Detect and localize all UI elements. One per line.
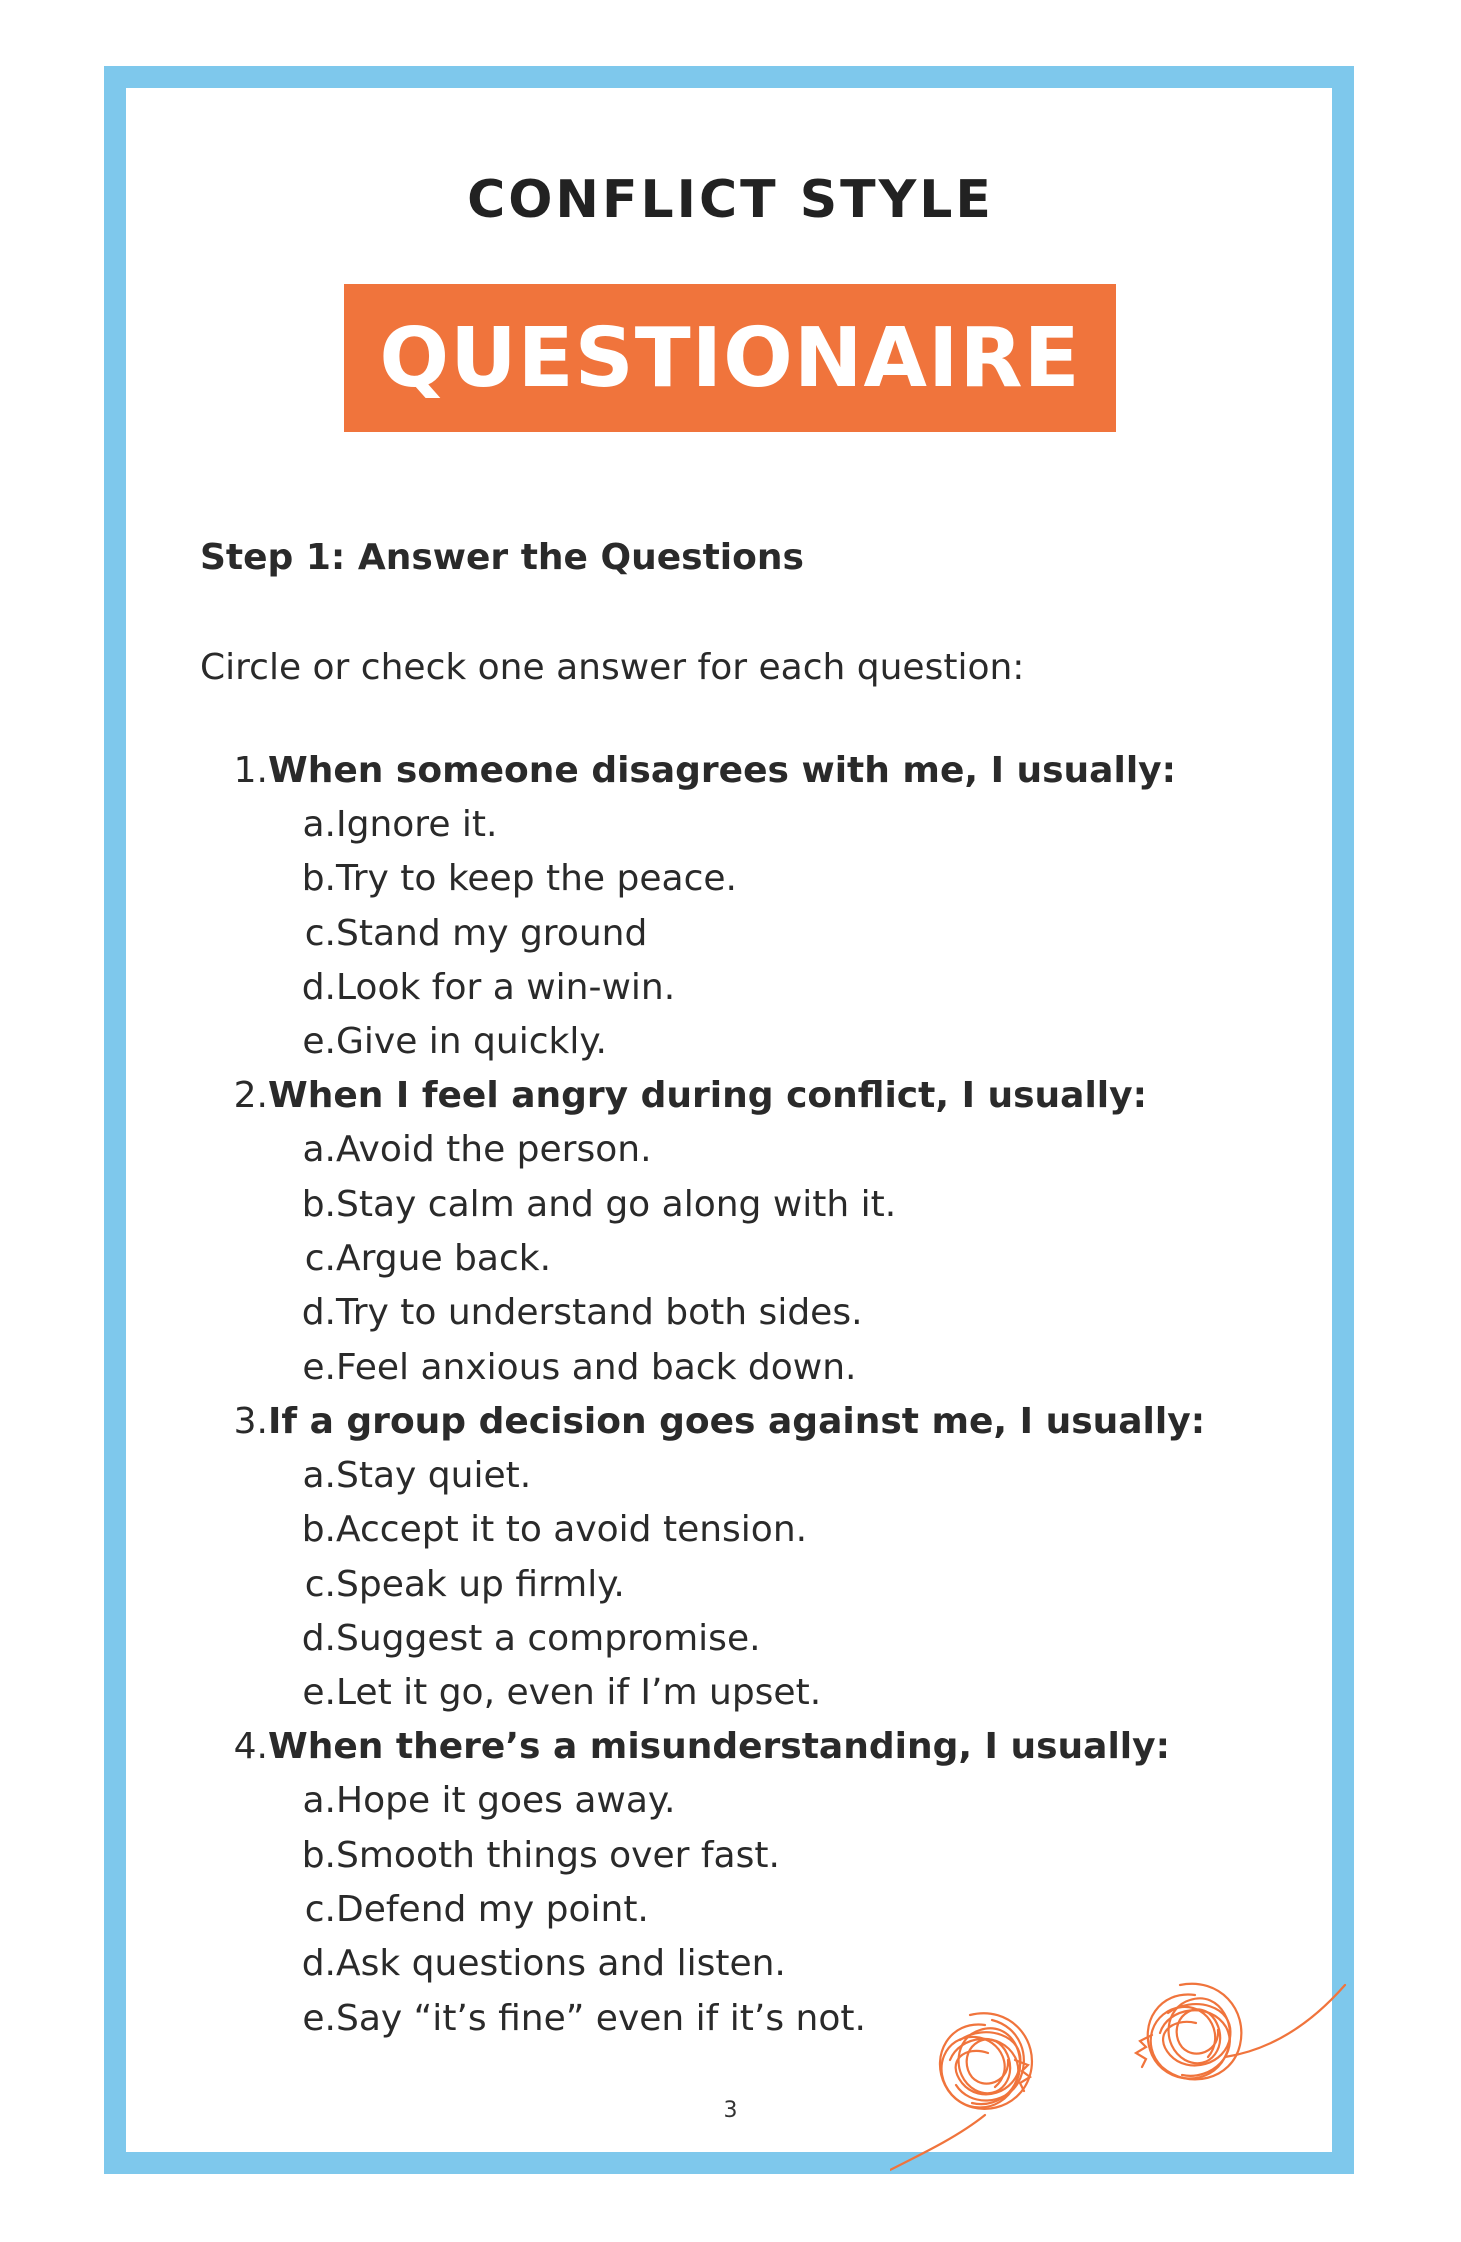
answer-text: Smooth things over fast.: [336, 1834, 780, 1876]
answer-item[interactable]: [200, 798, 1280, 852]
question-list: [200, 744, 1280, 2046]
question-number: 2.: [233, 1075, 268, 1117]
answer-text: Feel anxious and back down.: [336, 1346, 857, 1388]
answer-letter: c.: [304, 1563, 336, 1605]
instructions: Circle or check one answer for each question:: [200, 647, 1025, 688]
answer-letter: b.: [301, 1509, 336, 1551]
answer-item[interactable]: [200, 1123, 1280, 1177]
answer-text: Ignore it.: [336, 804, 498, 845]
answer-item[interactable]: [200, 1883, 1280, 1937]
answer-letter: c.: [304, 912, 336, 954]
question-3: [200, 1395, 1280, 1720]
page-title: CONFLICT STYLE: [467, 170, 994, 230]
answer-item[interactable]: [200, 907, 1280, 961]
answer-text: Stay calm and go along with it.: [336, 1183, 897, 1225]
answer-text: Stay quiet.: [336, 1454, 532, 1496]
answer-item[interactable]: [200, 1286, 1280, 1340]
answer-letter: e.: [302, 1997, 336, 2039]
question-number: 4.: [233, 1726, 268, 1768]
answer-item[interactable]: [200, 961, 1280, 1015]
answer-text: Avoid the person.: [336, 1129, 652, 1171]
answer-letter: b.: [301, 1183, 336, 1225]
answer-text: Try to keep the peace.: [336, 858, 737, 900]
answer-text: Suggest a compromise.: [336, 1617, 761, 1659]
answer-letter: e.: [302, 1021, 336, 1063]
answer-letter: b.: [301, 858, 336, 900]
page-number: 3: [723, 2098, 738, 2123]
banner-text: QUESTIONAIRE: [379, 310, 1081, 406]
questionnaire-content: [200, 528, 1280, 2046]
answer-item[interactable]: [200, 1558, 1280, 1612]
answer-letter: a.: [302, 804, 336, 845]
question-2: [200, 1069, 1280, 1394]
question-row: [200, 1069, 1280, 1123]
answer-letter: b.: [301, 1834, 336, 1876]
answer-letter: d.: [301, 1943, 336, 1985]
answer-text: Give in quickly.: [336, 1021, 607, 1063]
answer-item[interactable]: [200, 1178, 1280, 1232]
question-1: [200, 744, 1280, 1069]
answer-item[interactable]: [200, 1232, 1280, 1286]
answer-text: Defend my point.: [336, 1889, 649, 1931]
question-text: When I feel angry during conflict, I usually:: [268, 1075, 1148, 1117]
tangled-heads-illustration: [890, 1965, 1350, 2185]
answer-item[interactable]: [200, 1015, 1280, 1069]
answer-letter: a.: [302, 1780, 336, 1822]
answer-item[interactable]: [200, 1829, 1280, 1883]
question-row: [200, 1395, 1280, 1449]
answer-item[interactable]: [200, 1503, 1280, 1557]
answer-text: Let it go, even if I’m upset.: [336, 1672, 822, 1714]
answer-text: Say “it’s fine” even if it’s not.: [336, 1997, 866, 2039]
answer-text: Hope it goes away.: [336, 1780, 676, 1822]
answer-text: Stand my ground: [336, 912, 648, 954]
answer-letter: c.: [304, 1238, 336, 1280]
answer-item[interactable]: [200, 852, 1280, 906]
answer-text: Look for a win-win.: [336, 966, 676, 1008]
answer-item[interactable]: [200, 1341, 1280, 1395]
question-row: [200, 744, 1280, 798]
answer-letter: a.: [302, 1454, 336, 1496]
answer-letter: c.: [304, 1889, 336, 1931]
answer-letter: d.: [301, 1292, 336, 1334]
question-text: When someone disagrees with me, I usually:: [268, 750, 1177, 791]
step-heading: Step 1: Answer the Questions: [200, 537, 804, 578]
answer-text: Try to understand both sides.: [336, 1292, 863, 1334]
answer-letter: e.: [302, 1346, 336, 1388]
question-number: 1.: [233, 750, 268, 791]
answer-text: Accept it to avoid tension.: [336, 1509, 808, 1551]
answer-item[interactable]: [200, 1774, 1280, 1828]
question-text: When there’s a misunderstanding, I usually:: [268, 1726, 1171, 1768]
title-banner: [344, 284, 1116, 432]
answer-text: Ask questions and listen.: [336, 1943, 786, 1985]
answer-letter: d.: [301, 966, 336, 1008]
answer-item[interactable]: [200, 1612, 1280, 1666]
answer-text: Speak up firmly.: [336, 1563, 625, 1605]
answer-item[interactable]: [200, 1666, 1280, 1720]
answer-letter: d.: [301, 1617, 336, 1659]
answer-letter: a.: [302, 1129, 336, 1171]
answer-item[interactable]: [200, 1449, 1280, 1503]
answer-letter: e.: [302, 1672, 336, 1714]
question-text: If a group decision goes against me, I usually:: [268, 1400, 1206, 1442]
answer-text: Argue back.: [336, 1238, 552, 1280]
question-row: [200, 1720, 1280, 1774]
question-number: 3.: [233, 1400, 268, 1442]
